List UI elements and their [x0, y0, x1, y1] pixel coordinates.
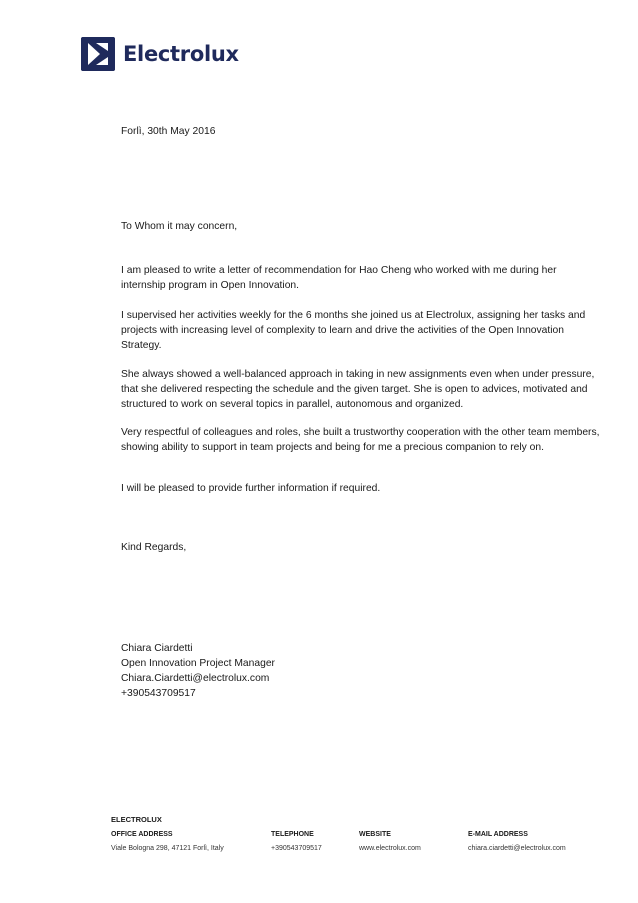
letter-date: Forlì, 30th May 2016 [121, 126, 216, 137]
letter-paragraph: I will be pleased to provide further information if required. [121, 483, 381, 494]
letter-salutation: To Whom it may concern, [121, 221, 238, 232]
electrolux-logo-icon [81, 37, 115, 71]
footer-website-value: www.electrolux.com [359, 845, 421, 852]
signer-name: Chiara Ciardetti [121, 643, 193, 654]
footer-website-label: WEBSITE [359, 831, 391, 838]
letter-closing: Kind Regards, [121, 542, 187, 553]
letter-paragraph: I supervised her activities weekly for the 6 months she joined us at Electrolux, assigning her tasks and projects with increasing level of complexity to learn and drive the activities of the Open Innovation Strategy. [121, 310, 586, 351]
footer-office [111, 831, 224, 852]
footer-telephone-value: +390543709517 [271, 845, 322, 852]
logo-wordmark: Electrolux [123, 42, 239, 66]
letter-paragraph: Very respectful of colleagues and roles, she built a trustworthy cooperation with the other team members, showing ability to support in team projects and being for me a precious companion to rely on. [121, 427, 600, 453]
footer-email [468, 831, 566, 852]
signature-block [121, 641, 275, 701]
letter-paragraph: I am pleased to write a letter of recommendation for Hao Cheng who worked with me during her internship program in Open Innovation. [121, 265, 557, 291]
footer-email-value: chiara.ciardetti@electrolux.com [468, 845, 566, 852]
footer-website [359, 831, 421, 852]
footer-telephone [271, 831, 322, 852]
signer-title: Open Innovation Project Manager [121, 658, 275, 669]
footer-email-label: E-MAIL ADDRESS [468, 831, 528, 838]
footer-office-label: OFFICE ADDRESS [111, 831, 173, 838]
footer-office-value: Viale Bologna 298, 47121 Forlì, Italy [111, 845, 224, 852]
footer-brand: ELECTROLUX [111, 815, 162, 824]
signer-phone: +390543709517 [121, 688, 196, 699]
signer-email: Chiara.Ciardetti@electrolux.com [121, 673, 270, 684]
company-logo [81, 36, 239, 72]
letter-footer [111, 815, 566, 852]
footer-telephone-label: TELEPHONE [271, 831, 314, 838]
letter-paragraph: She always showed a well-balanced approach in taking in new assignments even when under pressure, that she delivered respecting the schedule and the given target. She is open to advices, motivated and structured to work on several topics in parallel, autonomous and organized. [121, 369, 595, 410]
